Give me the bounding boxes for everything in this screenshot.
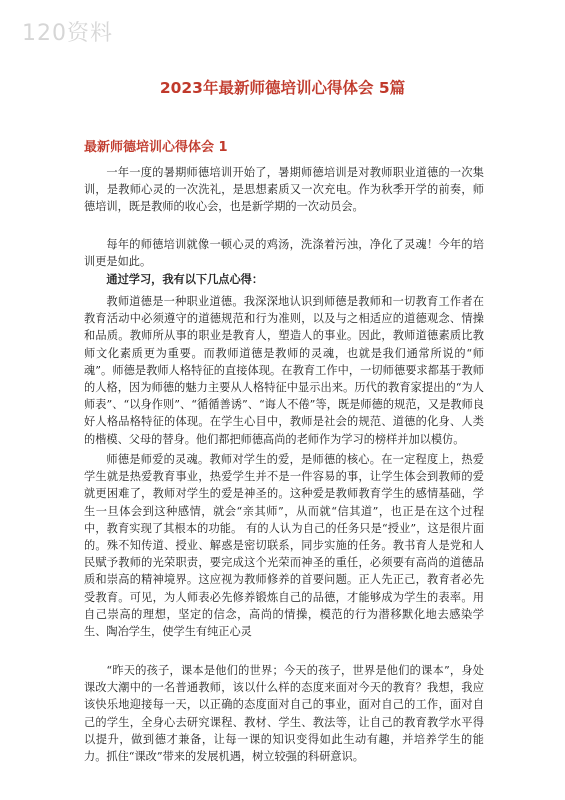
- watermark-logo: 120资料: [22, 21, 113, 46]
- paragraph-reform: “昨天的孩子，课本是他们的世界；今天的孩子，世界是他们的课本”，身处课改大潮中的一名普通教师，该以什么样的态度来面对今天的教育？我想，我应该快乐地迎接每一天，以正确的态度面对自己的事业，面对自己的工作，面对自己的学生，全身心去研究课程、教材、学生、教法等，让自己的教育教学水平得以提升，做到德才兼备，让每一课的知识变得如此生动有趣，并培养学生的能力。抓住“课改”带来的发展机遇，树立较强的科研意识。: [84, 664, 484, 764]
- paragraph-morality: 教师道德是一种职业道德。我深深地认识到师德是教师和一切教育工作者在教育活动中必须遵守的道德规范和行为准则，以及与之相适应的道德观念、情操和品质。教师所从事的职业是教育人，塑造人的事业。因此，教师道德素质比教师文化素质更为重要。而教师道德是教师的灵魂，也就是我们通常所说的“师魂”。师德是教师人格特征的直接体现。在教育工作中，一切师德要求都基于教师的人格，因为师德的魅力主要从人格特征中显示出来。历代的教育家提出的“为人师表”、“以身作则”、“循循善诱”、“诲人不倦”等，既是师德的规范，又是教师良好人格品格特征的体现。在学生心目中，教师是社会的规范、道德的化身、人类的楷模、父母的替身。他们都把师德高尚的老师作为学习的榜样并加以模仿。: [84, 295, 484, 446]
- paragraph-love: 师德是师爱的灵魂。教师对学生的爱，是师德的核心。在一定程度上，热爱学生就是热爱教育事业，热爱学生并不是一件容易的事，让学生体会到教师的爱就更困难了，教师对学生的爱是神圣的。这种爱是教师教育学生的感情基础，学生一旦体会到这种感情，就会“亲其师”，从而就“信其道”，也正是在这个过程中，教育实现了其根本的功能。 有的人认为自己的任务只是“授业”，这是很片面的。殊不知传道、授业、解惑是密切联系，同步实施的任务。教书育人是党和人民赋予教师的光荣职责，要完成这个光荣而神圣的重任，必须要有高尚的道德品质和崇高的精神境界。这应视为教师修养的首要问题。正人先正己，教育者必先受教育。可见，为人师表必先修养锻炼自己的品德，才能够成为学生的表率。用自己崇高的理想，坚定的信念，高尚的情操，模范的行为潜移默化地去感染学生、陶冶学生，使学生有纯正心灵: [84, 453, 484, 639]
- document-title: 2023年最新师德培训心得体会 5篇: [159, 79, 406, 97]
- section-heading: 最新师德培训心得体会 1: [84, 140, 228, 155]
- paragraph-soup: 每年的师德培训就像一顿心灵的鸡汤，洗涤着污浊，净化了灵魂！今年的培训更是如此。: [84, 238, 484, 269]
- paragraph-intro: 一年一度的暑期师德培训开始了，暑期师德培训是对教师职业道德的一次集训，是教师心灵的一次洗礼，是思想素质又一次充电。作为秋季开学的前奏，师德培训，既是教师的收心会，也是新学期的一次动员会。: [84, 166, 484, 214]
- paragraph-subheading: 通过学习，我有以下几点心得：: [106, 273, 264, 286]
